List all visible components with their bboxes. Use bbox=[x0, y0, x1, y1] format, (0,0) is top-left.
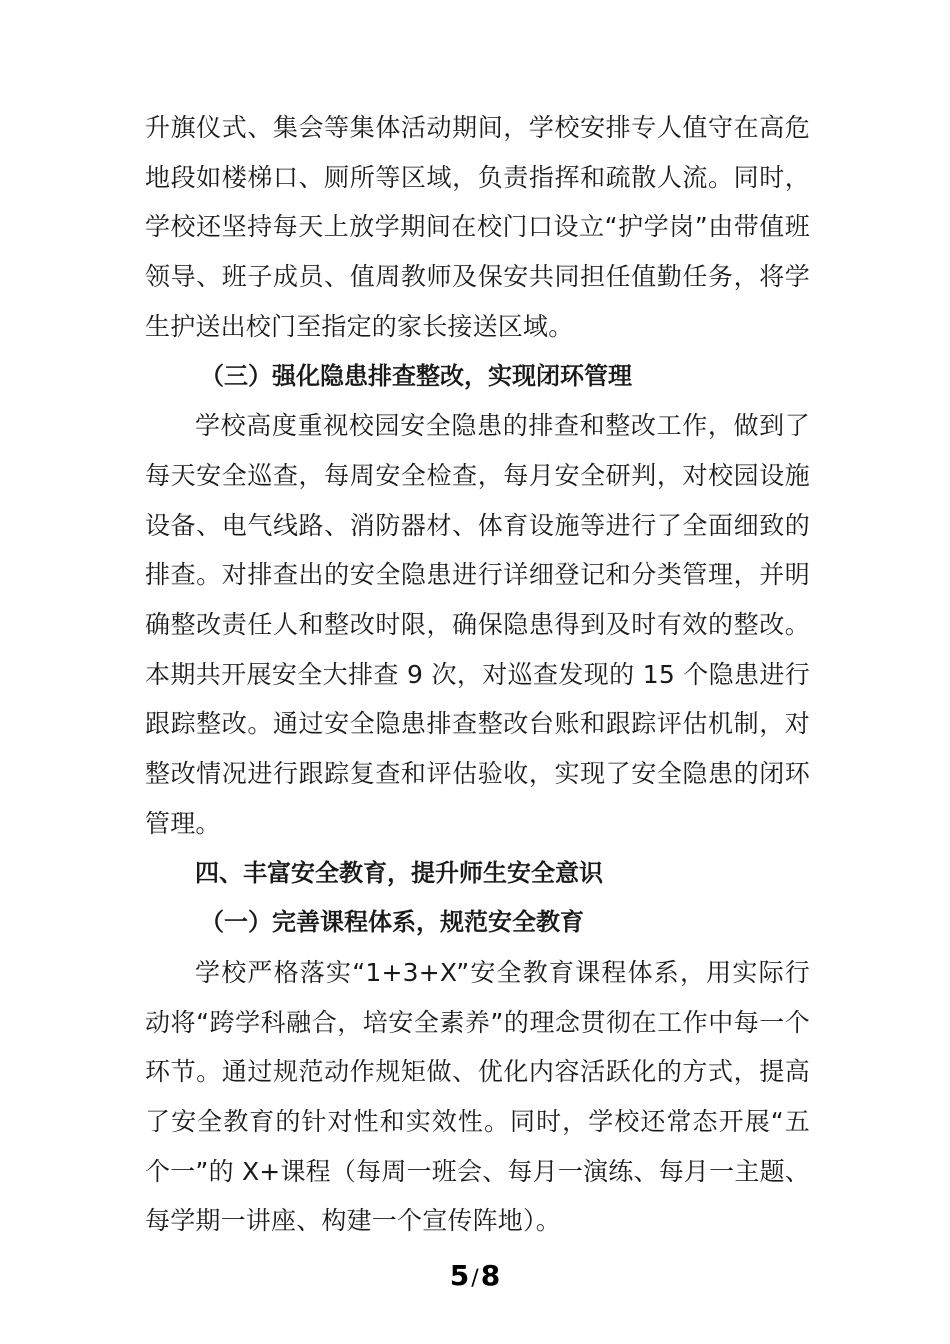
section-heading: 四、丰富安全教育，提升师生安全意识 bbox=[195, 858, 603, 887]
current-page-number: 5 bbox=[449, 1259, 470, 1292]
page-separator: / bbox=[471, 1266, 479, 1291]
paragraph: 学校高度重视校园安全隐患的排查和整改工作，做到了每天安全巡查，每周安全检查，每月安全研判，对校园设施设备、电气线路、消防器材、体育设施等进行了全面细致的排查。对排查出的安全隐患进行详细登记和分类管理，并明确整改责任人和整改时限，确保隐患得到及时有效的整改。本期共开展安全大排查 9 次，对巡查发现的 15 个隐患进行跟踪整改。通过安全隐患排查整改台账和跟踪评估机制，对整改情况进行跟踪复查和评估验收，实现了安全隐患的闭环管理。 bbox=[145, 411, 810, 838]
total-page-count: 8 bbox=[480, 1259, 501, 1292]
paragraph-continued: 升旗仪式、集会等集体活动期间，学校安排专人值守在高危地段如楼梯口、厕所等区域，负责指挥和疏散人流。同时，学校还坚持每天上放学期间在校门口设立“护学岗”由带值班领导、班子成员、值周教师及保安共同担任值勤任务，将学生护送出校门至指定的家长接送区域。 bbox=[145, 113, 810, 341]
section-subheading: （一）完善课程体系，规范安全教育 bbox=[200, 908, 584, 937]
page-number bbox=[0, 1259, 950, 1292]
paragraph: 学校严格落实“1+3+X”安全教育课程体系，用实际行动将“跨学科融合，培安全素养”的理念贯彻在工作中每一个环节。通过规范动作规矩做、优化内容活跃化的方式，提高了安全教育的针对性和实效性。同时，学校还常态开展“五个一”的 X+课程（每周一班会、每月一演练、每月一主题、每学期一讲座、构建一个宣传阵地）。 bbox=[145, 957, 810, 1236]
section-subheading: （三）强化隐患排查整改，实现闭环管理 bbox=[200, 361, 632, 390]
document-body bbox=[145, 103, 810, 1246]
